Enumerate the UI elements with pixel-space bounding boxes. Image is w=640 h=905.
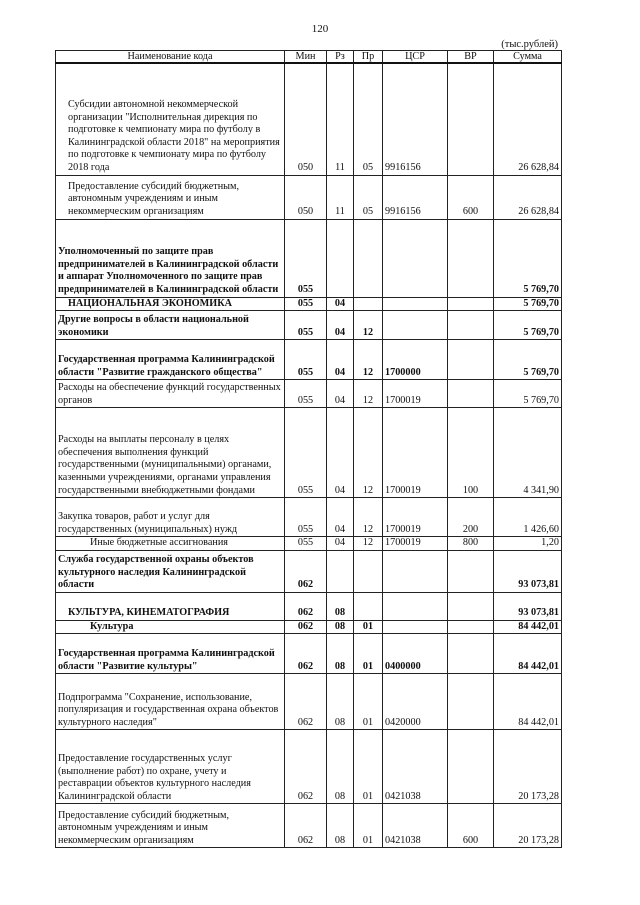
row-rz: 08 — [327, 674, 354, 730]
page-number: 120 — [311, 23, 329, 35]
row-csr: 0421038 — [383, 804, 448, 848]
row-name: Уполномоченный по защите прав предпринимателей в Калининградской области и аппарат Уполномоченного по защите прав предпринимателей в Калининградской области — [56, 219, 285, 297]
row-vr — [448, 634, 494, 674]
row-sum: 4 341,90 — [494, 408, 562, 498]
table-row — [56, 311, 562, 340]
row-vr: 800 — [448, 537, 494, 551]
row-sum: 20 173,28 — [494, 730, 562, 804]
row-sum: 84 442,01 — [494, 674, 562, 730]
row-name: Государственная программа Калининградской области "Развитие культуры" — [56, 634, 285, 674]
row-pr: 12 — [354, 380, 383, 408]
row-rz: 04 — [327, 537, 354, 551]
row-sum: 84 442,01 — [494, 634, 562, 674]
row-vr: 200 — [448, 498, 494, 537]
row-csr: 1700019 — [383, 537, 448, 551]
row-rz — [327, 550, 354, 592]
row-min: 055 — [285, 311, 327, 340]
row-csr — [383, 550, 448, 592]
row-vr — [448, 674, 494, 730]
table-row — [56, 340, 562, 380]
row-csr: 1700000 — [383, 340, 448, 380]
row-pr: 12 — [354, 311, 383, 340]
row-rz: 04 — [327, 340, 354, 380]
row-name: Закупка товаров, работ и услуг для государственных (муниципальных) нужд — [56, 498, 285, 537]
row-pr: 05 — [354, 175, 383, 219]
row-min: 055 — [285, 498, 327, 537]
table-row — [56, 550, 562, 592]
row-name: Государственная программа Калининградской области "Развитие гражданского общества" — [56, 340, 285, 380]
row-min: 062 — [285, 634, 327, 674]
table-header-row — [56, 51, 562, 64]
row-vr — [448, 297, 494, 311]
table-row — [56, 592, 562, 620]
row-min: 055 — [285, 408, 327, 498]
row-name: Предоставление субсидий бюджетным, автономным учреждениям и иным некоммерческим организациям — [56, 804, 285, 848]
row-rz: 04 — [327, 498, 354, 537]
header-vr: ВР — [448, 51, 494, 64]
row-csr: 1700019 — [383, 380, 448, 408]
row-pr — [354, 592, 383, 620]
row-vr: 600 — [448, 804, 494, 848]
header-sum: Сумма — [494, 51, 562, 64]
row-rz: 04 — [327, 297, 354, 311]
row-sum: 5 769,70 — [494, 297, 562, 311]
row-vr: 600 — [448, 175, 494, 219]
row-sum: 20 173,28 — [494, 804, 562, 848]
table-row — [56, 620, 562, 634]
row-min: 055 — [285, 297, 327, 311]
row-vr — [448, 63, 494, 175]
table-row — [56, 634, 562, 674]
row-csr — [383, 311, 448, 340]
row-csr: 9916156 — [383, 63, 448, 175]
row-vr — [448, 620, 494, 634]
row-csr: 1700019 — [383, 408, 448, 498]
units-label: (тыс.рублей) — [501, 39, 558, 50]
table-row — [56, 730, 562, 804]
row-vr — [448, 311, 494, 340]
row-name: Иные бюджетные ассигнования — [56, 537, 285, 551]
row-min: 062 — [285, 804, 327, 848]
table-row — [56, 674, 562, 730]
row-sum: 5 769,70 — [494, 311, 562, 340]
table-row — [56, 175, 562, 219]
row-name: Предоставление субсидий бюджетным, автономным учреждениям и иным некоммерческим организациям — [56, 175, 285, 219]
row-csr: 0420000 — [383, 674, 448, 730]
row-rz: 04 — [327, 408, 354, 498]
row-name: Служба государственной охраны объектов культурного наследия Калининградской области — [56, 550, 285, 592]
row-pr: 01 — [354, 730, 383, 804]
row-sum: 93 073,81 — [494, 550, 562, 592]
row-min: 062 — [285, 674, 327, 730]
table-row — [56, 219, 562, 297]
row-pr: 01 — [354, 620, 383, 634]
table-row — [56, 380, 562, 408]
row-pr: 01 — [354, 674, 383, 730]
row-rz: 04 — [327, 311, 354, 340]
row-pr: 01 — [354, 804, 383, 848]
table-row — [56, 804, 562, 848]
row-name: Другие вопросы в области национальной экономики — [56, 311, 285, 340]
row-name: КУЛЬТУРА, КИНЕМАТОГРАФИЯ — [56, 592, 285, 620]
row-csr: 9916156 — [383, 175, 448, 219]
header-min: Мин — [285, 51, 327, 64]
row-csr — [383, 620, 448, 634]
row-min: 062 — [285, 550, 327, 592]
header-name: Наименование кода — [56, 51, 285, 64]
table-row — [56, 498, 562, 537]
row-pr: 12 — [354, 408, 383, 498]
row-rz: 11 — [327, 63, 354, 175]
row-min: 055 — [285, 380, 327, 408]
table-row — [56, 63, 562, 175]
row-rz: 08 — [327, 730, 354, 804]
row-rz — [327, 219, 354, 297]
row-sum: 5 769,70 — [494, 380, 562, 408]
header-pr: Пр — [354, 51, 383, 64]
row-name: Подпрограмма "Сохранение, использование, популяризация и государственная охрана объектов культурного наследия" — [56, 674, 285, 730]
row-pr: 12 — [354, 537, 383, 551]
row-csr — [383, 592, 448, 620]
row-sum: 1 426,60 — [494, 498, 562, 537]
row-name: Расходы на обеспечение функций государственных органов — [56, 380, 285, 408]
row-name: Культура — [56, 620, 285, 634]
row-rz: 08 — [327, 804, 354, 848]
row-csr — [383, 297, 448, 311]
row-sum: 26 628,84 — [494, 63, 562, 175]
row-min: 055 — [285, 219, 327, 297]
row-csr: 0421038 — [383, 730, 448, 804]
row-sum: 26 628,84 — [494, 175, 562, 219]
row-rz: 08 — [327, 620, 354, 634]
row-csr: 1700019 — [383, 498, 448, 537]
row-name: Предоставление государственных услуг (выполнение работ) по охране, учету и реставрации объектов культурного наследия Калининградской области — [56, 730, 285, 804]
row-pr — [354, 550, 383, 592]
row-pr — [354, 297, 383, 311]
header-csr: ЦСР — [383, 51, 448, 64]
row-sum: 5 769,70 — [494, 340, 562, 380]
row-rz: 04 — [327, 380, 354, 408]
row-pr: 12 — [354, 340, 383, 380]
row-vr — [448, 592, 494, 620]
row-vr — [448, 340, 494, 380]
row-sum: 5 769,70 — [494, 219, 562, 297]
row-pr: 01 — [354, 634, 383, 674]
row-sum: 1,20 — [494, 537, 562, 551]
row-csr: 0400000 — [383, 634, 448, 674]
row-rz: 08 — [327, 634, 354, 674]
row-sum: 93 073,81 — [494, 592, 562, 620]
row-min: 055 — [285, 340, 327, 380]
table-row — [56, 297, 562, 311]
row-rz: 11 — [327, 175, 354, 219]
row-pr: 12 — [354, 498, 383, 537]
row-min: 062 — [285, 730, 327, 804]
row-name: НАЦИОНАЛЬНАЯ ЭКОНОМИКА — [56, 297, 285, 311]
row-vr — [448, 550, 494, 592]
row-vr — [448, 730, 494, 804]
row-vr — [448, 380, 494, 408]
table-row — [56, 537, 562, 551]
budget-table — [55, 50, 562, 848]
table-row — [56, 408, 562, 498]
row-min: 050 — [285, 63, 327, 175]
row-vr — [448, 219, 494, 297]
row-pr: 05 — [354, 63, 383, 175]
row-csr — [383, 219, 448, 297]
row-min: 055 — [285, 537, 327, 551]
header-rz: Рз — [327, 51, 354, 64]
row-min: 062 — [285, 620, 327, 634]
row-min: 050 — [285, 175, 327, 219]
row-name: Субсидии автономной некоммерческой организации "Исполнительная дирекция по подготовке к чемпионату мира по футболу в Калининградской области 2018" на мероприятия по подготовке к чемпионату мира по футболу 2018 года — [56, 63, 285, 175]
row-vr: 100 — [448, 408, 494, 498]
row-pr — [354, 219, 383, 297]
row-name: Расходы на выплаты персоналу в целях обеспечения выполнения функций государственными (муниципальными) органами, казенными учреждениями, органами управления государственными внебюджетными фондами — [56, 408, 285, 498]
row-min: 062 — [285, 592, 327, 620]
row-sum: 84 442,01 — [494, 620, 562, 634]
row-rz: 08 — [327, 592, 354, 620]
